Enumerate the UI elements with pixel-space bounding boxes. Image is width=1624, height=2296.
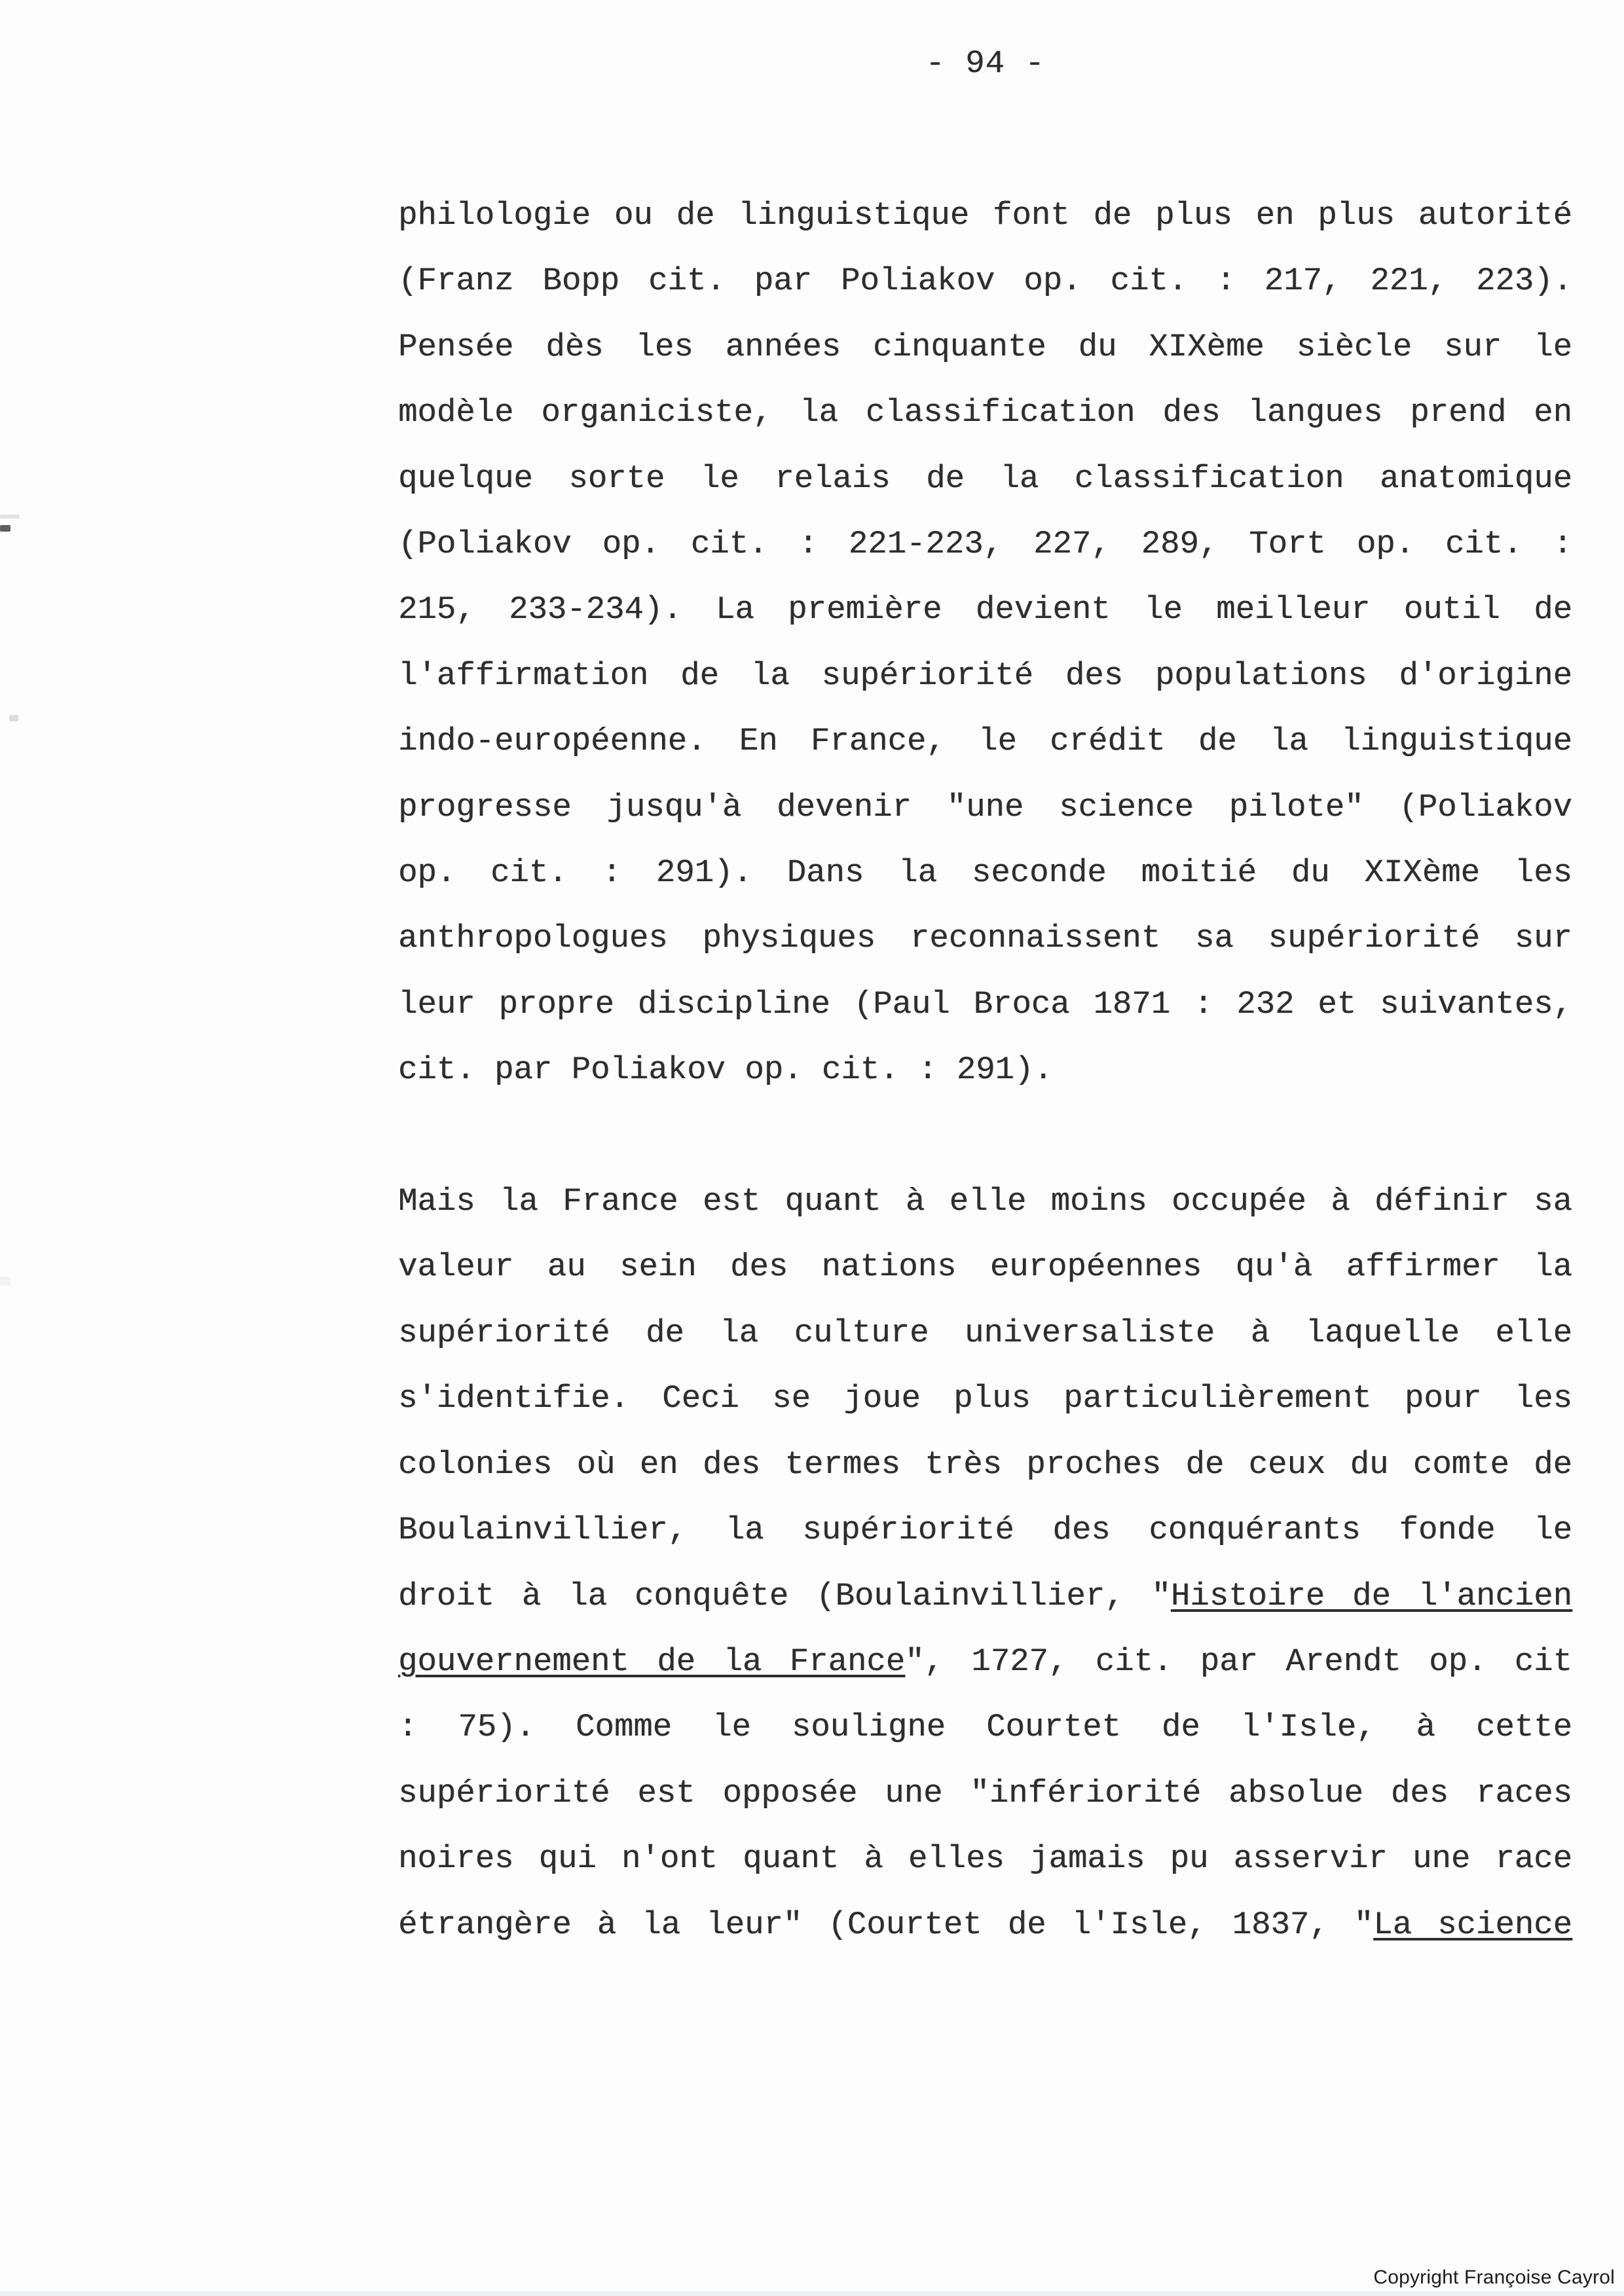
text-line [398, 1037, 1572, 1102]
line-text: 215, 233-234). La première devient le meilleur outil de [398, 591, 1572, 629]
line-text: supériorité est opposée une "infériorité absolue des races [398, 1774, 1572, 1812]
text-line [398, 446, 1572, 511]
line-text: droit à la conquête (Boulainvillier, " [398, 1577, 1171, 1614]
line-text: anthropologues physiques reconnaissent sa supériorité sur [398, 920, 1572, 957]
text-line [398, 708, 1572, 774]
text-line [398, 1366, 1572, 1431]
line-text: leur propre discipline (Paul Broca 1871 : 232 et suivantes, [398, 985, 1572, 1023]
line-text: Mais la France est quant à elle moins occupée à définir sa [398, 1183, 1572, 1220]
text-line [398, 511, 1572, 577]
text-line [398, 1892, 1572, 1958]
underlined-title-text: gouvernement de la France [398, 1643, 906, 1680]
line-text: valeur au sein des nations européennes qu'à affirmer la [398, 1248, 1572, 1286]
text-line [398, 1234, 1572, 1300]
scan-speck [0, 515, 20, 519]
line-text: noires qui n'ont quant à elles jamais pu asservir une race [398, 1840, 1572, 1878]
line-text: s'identifie. Ceci se joue plus particulièrement pour les [398, 1380, 1572, 1417]
line-text: (Poliakov op. cit. : 221-223, 227, 289, Tort op. cit. : [398, 526, 1572, 563]
paragraph [398, 1169, 1572, 1958]
scan-speck [0, 525, 10, 532]
text-line [398, 643, 1572, 708]
paragraph [398, 183, 1572, 1103]
text-line [398, 1629, 1572, 1694]
line-text: (Franz Bopp cit. par Poliakov op. cit. : 217, 221, 223). [398, 263, 1572, 300]
line-text: quelque sorte le relais de la classification anatomique [398, 460, 1572, 497]
copyright-notice: Copyright Françoise Cayrol [1373, 2267, 1615, 2288]
text-line [398, 1694, 1572, 1760]
line-text: op. cit. : 291). Dans la seconde moitié du XIXème les [398, 854, 1572, 892]
page-number: - 94 - [925, 45, 1045, 82]
line-text: l'affirmation de la supériorité des populations d'origine [398, 657, 1572, 694]
text-line [398, 1169, 1572, 1234]
line-text: Boulainvillier, la supériorité des conquérants fonde le [398, 1512, 1572, 1549]
text-line [398, 1497, 1572, 1563]
text-line [398, 577, 1572, 642]
line-text: : 75). Comme le souligne Courtet de l'Isle, à cette [398, 1709, 1572, 1746]
line-text: cit. par Poliakov op. cit. : 291). [398, 1051, 1053, 1089]
text-line [398, 1826, 1572, 1891]
underlined-title-text: La science [1373, 1906, 1572, 1943]
line-text: supériorité de la culture universaliste à laquelle elle [398, 1314, 1572, 1351]
text-line [398, 248, 1572, 314]
scan-speck [0, 1277, 10, 1286]
text-line [398, 1300, 1572, 1366]
text-line [398, 905, 1572, 971]
text-line [398, 1760, 1572, 1826]
text-line [398, 840, 1572, 905]
text-block [398, 183, 1572, 1958]
scan-edge-strip [0, 2291, 1624, 2296]
line-text: progresse jusqu'à devenir "une science pilote" (Poliakov [398, 788, 1572, 826]
underlined-title-text: Histoire de l'ancien [1170, 1577, 1572, 1614]
scan-speck [9, 715, 18, 721]
line-text: Pensée dès les années cinquante du XIXème siècle sur le [398, 328, 1572, 365]
line-text: étrangère à la leur" (Courtet de l'Isle, 1837, " [398, 1906, 1374, 1943]
text-line [398, 183, 1572, 248]
line-text: indo-européenne. En France, le crédit de la linguistique [398, 723, 1572, 760]
text-line [398, 1563, 1572, 1629]
text-line [398, 380, 1572, 445]
text-line [398, 774, 1572, 840]
text-line [398, 972, 1572, 1037]
text-line [398, 1432, 1572, 1497]
line-text: modèle organiciste, la classification des langues prend en [398, 394, 1572, 431]
text-line [398, 314, 1572, 380]
line-text: colonies où en des termes très proches de ceux du comte de [398, 1446, 1572, 1483]
line-text: ", 1727, cit. par Arendt op. cit [905, 1643, 1572, 1680]
line-text: philologie ou de linguistique font de plus en plus autorité [398, 197, 1572, 234]
